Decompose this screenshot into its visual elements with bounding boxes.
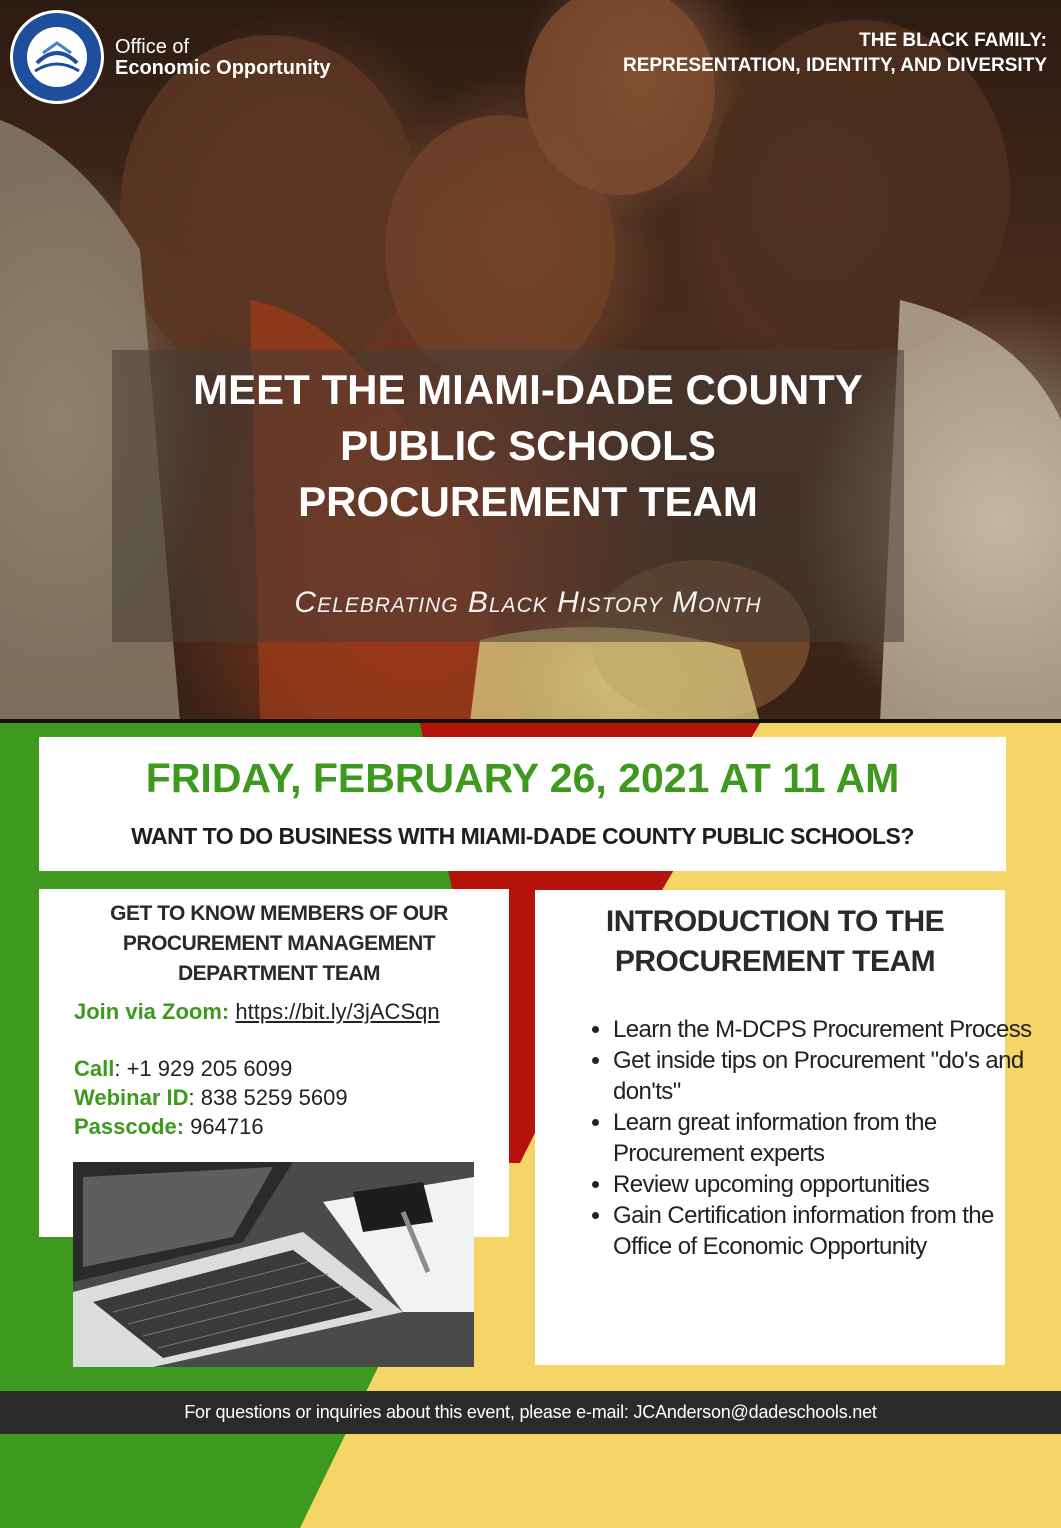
hero-subtitle: Celebrating Black History Month <box>294 586 762 619</box>
passcode-line <box>74 1114 264 1140</box>
list-item: • Review upcoming opportunities <box>613 1169 1033 1200</box>
event-date: FRIDAY, FEBRUARY 26, 2021 AT 11 AM <box>145 755 900 801</box>
list-item: • Learn great information from the Procurement experts <box>613 1107 1033 1169</box>
footer-bar <box>0 1391 1061 1434</box>
call-number: : +1 929 205 6099 <box>114 1056 293 1081</box>
passcode-value: 964716 <box>184 1114 264 1139</box>
details-heading-line1: GET TO KNOW MEMBERS OF OUR <box>110 902 448 925</box>
tagline-line1: THE BLACK FAMILY: <box>859 30 1047 51</box>
details-heading <box>39 899 519 989</box>
org-name-line1: Office of <box>115 36 190 58</box>
passcode-label: Passcode: <box>74 1114 185 1139</box>
list-item: • Get inside tips on Procurement "do's and don'ts" <box>613 1045 1033 1107</box>
zoom-label: Join via Zoom: <box>74 999 230 1024</box>
hero-title <box>112 362 944 530</box>
webinar-label: Webinar ID <box>74 1085 189 1110</box>
laptop-illustration <box>73 1162 474 1367</box>
intro-list <box>575 1014 1033 1262</box>
call-label: Call <box>74 1056 115 1081</box>
zoom-link[interactable]: https://bit.ly/3jACSqn <box>235 999 440 1024</box>
school-district-seal-icon <box>13 13 101 101</box>
list-item: • Learn the M-DCPS Procurement Process <box>613 1014 1033 1045</box>
details-heading-line2: PROCUREMENT MANAGEMENT <box>122 932 436 955</box>
logo <box>10 10 104 104</box>
intro-heading <box>535 902 1015 982</box>
webinar-id: : 838 5259 5609 <box>188 1085 348 1110</box>
intro-heading-line2: PROCUREMENT TEAM <box>614 945 936 978</box>
call-line <box>74 1056 292 1082</box>
webinar-line <box>74 1085 348 1111</box>
hero-title-line3: PROCUREMENT TEAM <box>298 478 758 525</box>
hero-photo <box>0 0 1061 722</box>
org-name-line2: Economic Opportunity <box>115 57 331 79</box>
hero-title-line1: MEET THE MIAMI-DADE COUNTY <box>193 366 863 413</box>
tagline-line2: REPRESENTATION, IDENTITY, AND DIVERSITY <box>622 55 1047 76</box>
intro-heading-line1: INTRODUCTION TO THE <box>605 905 945 938</box>
list-item: • Gain Certification information from the Office of Economic Opportunity <box>613 1200 1033 1262</box>
introduction-panel <box>535 890 1032 1365</box>
details-heading-line3: DEPARTMENT TEAM <box>177 962 381 985</box>
hero-title-line2: PUBLIC SCHOOLS <box>340 422 716 469</box>
zoom-line <box>74 999 440 1025</box>
theme-tagline <box>623 28 1047 78</box>
contact-text: For questions or inquiries about this event, please e-mail: JCAnderson@dadeschools.net <box>184 1402 877 1422</box>
event-question: WANT TO DO BUSINESS WITH MIAMI-DADE COUNTY PUBLIC SCHOOLS? <box>131 823 914 849</box>
date-banner <box>39 737 1006 871</box>
laptop-photo <box>73 1162 474 1367</box>
